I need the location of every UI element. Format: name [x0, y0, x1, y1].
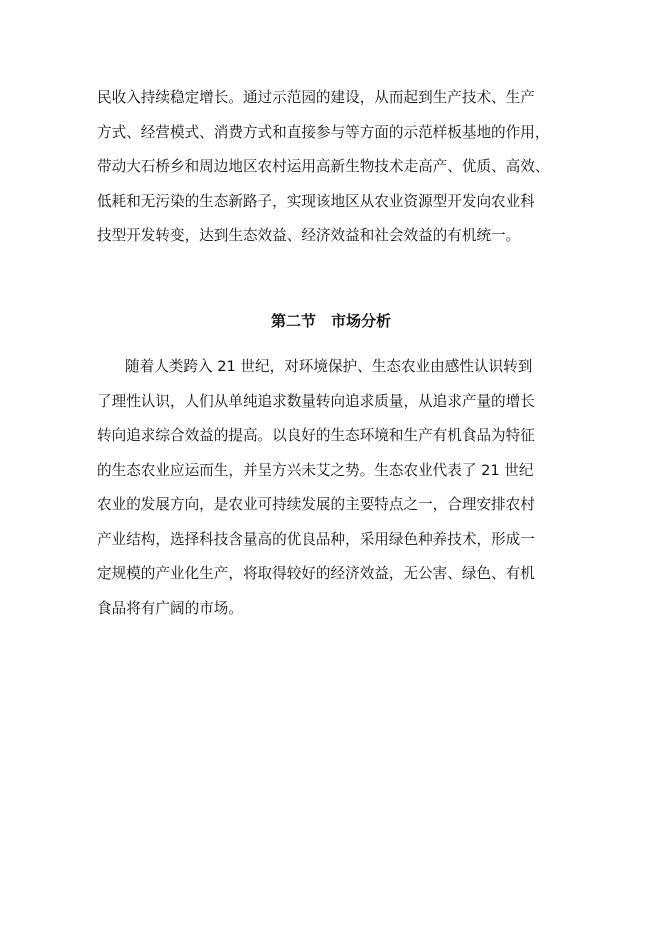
section-heading: 第二节 市场分析	[270, 312, 391, 330]
text-line-first: 随着人类跨入 21 世纪，对环境保护、生态农业由感性认识转到	[125, 358, 533, 375]
text-line: 技型开发转变，达到生态效益、经济效益和社会效益的有机统一。	[97, 227, 521, 244]
text-line: 定规模的产业化生产，将取得较好的经济效益，无公害、绿色、有机	[97, 565, 535, 582]
paragraph-market-analysis	[97, 357, 572, 633]
text-line: 农业的发展方向，是农业可持续发展的主要特点之一，合理安排农村	[97, 496, 535, 513]
text-line: 转向追求综合效益的提高。以良好的生态环境和生产有机食品为特征	[97, 427, 535, 444]
text-line: 了理性认识，人们从单纯追求数量转向追求质量，从追求产量的增长	[97, 392, 535, 410]
text-line: 带动大石桥乡和周边地区农村运用高新生物技术走高产、优质、高效、	[97, 158, 550, 175]
text-line: 产业结构，选择科技含量高的优良品种，采用绿色种养技术，形成一	[97, 530, 535, 548]
paragraph-continued	[97, 88, 572, 261]
text-line: 的生态农业应运而生，并呈方兴未艾之势。生态农业代表了 21 世纪	[97, 461, 534, 479]
text-line: 低耗和无污染的生态新路子，实现该地区从农业资源型开发向农业科	[97, 192, 535, 210]
text-line: 民收入持续稳定增长。通过示范园的建设，从而起到生产技术、生产	[97, 89, 535, 106]
text-line: 方式、经营模式、消费方式和直接参与等方面的示范样板基地的作用，	[97, 123, 550, 141]
text-line: 食品将有广阔的市场。	[97, 599, 243, 617]
